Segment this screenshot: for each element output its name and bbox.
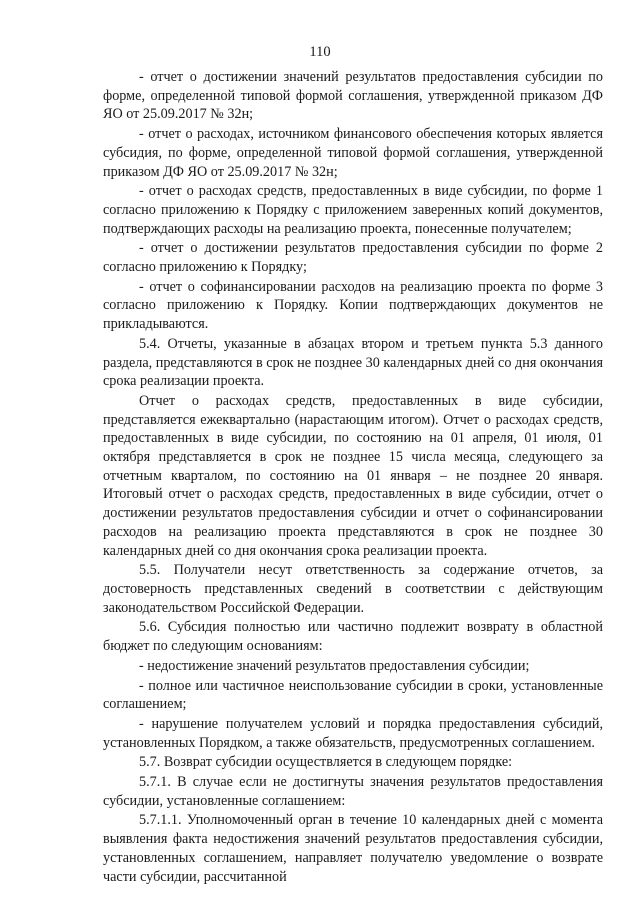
- paragraph-quarterly-report: Отчет о расходах средств, предоставленных в виде субсидии, представляется ежеквартально (нарастающим итогом). Отчет о расходах средств, предоставленных в виде субсидии, по состоянию на 01 апреля, 01 июля, 01 октября представляется в срок не позднее 15 числа месяца, следующего за отчетным кварталом, по состоянию на 01 января – не позднее 20 января. Итоговый отчет о расходах средств, предоставленных в виде субсидии, отчет о достижении результатов предоставления субсидии и отчет о софинансировании расходов на реализацию проекта представляются в срок не позднее 30 календарных дней со дня окончания срока реализации проекта.: [103, 392, 603, 559]
- paragraph-report-achievement-values: - отчет о достижении значений результатов предоставления субсидии по форме, определенной типовой формой соглашения, утвержденной приказом ДФ ЯО от 25.09.2017 № 32н;: [103, 69, 603, 123]
- page-number: 110: [309, 44, 331, 60]
- paragraph-ground-violation: - нарушение получателем условий и порядка предоставления субсидий, установленных Порядком, а также обязательств, предусмотренных соглашением.: [103, 715, 603, 751]
- paragraph-ground-non-achievement: - недостижение значений результатов предоставления субсидии;: [139, 657, 530, 674]
- paragraph-report-expenses-form-1: - отчет о расходах средств, предоставленных в виде субсидии, по форме 1 согласно приложению к Порядку с приложением заверенных копий документов, подтверждающих расходы на реализацию проекта, понесенные получателем;: [103, 183, 603, 237]
- paragraph-report-expenses-source: - отчет о расходах, источником финансового обеспечения которых является субсидия, по форме, определенной типовой формой соглашения, утвержденной приказом ДФ ЯО от 25.09.2017 № 32н;: [103, 126, 603, 180]
- document-body: [103, 68, 603, 886]
- paragraph-5-7-1-1: 5.7.1.1. Уполномоченный орган в течение 10 календарных дней с момента выявления факта недостижения значений результатов предоставления субсидии, установленных соглашением, направляет получателю уведомление о возврате части субсидии, рассчитанной: [103, 812, 603, 885]
- paragraph-5-5: 5.5. Получатели несут ответственность за содержание отчетов, за достоверность представленных сведений в соответствии с действующим законодательством Российской Федерации.: [103, 562, 603, 616]
- paragraph-report-cofinancing-form-3: - отчет о софинансировании расходов на реализацию проекта по форме 3 согласно приложению к Порядку. Копии подтверждающих документов не прикладываются.: [103, 278, 603, 333]
- paragraph-ground-non-use: - полное или частичное неиспользование субсидии в сроки, установленные соглашением;: [103, 677, 603, 713]
- paragraph-5-6: 5.6. Субсидия полностью или частично подлежит возврату в областной бюджет по следующим основаниям:: [103, 619, 603, 655]
- paragraph-5-7: 5.7. Возврат субсидии осуществляется в следующем порядке:: [139, 754, 513, 771]
- paragraph-5-7-1: 5.7.1. В случае если не достигнуты значения результатов предоставления субсидии, установленные соглашением:: [103, 774, 603, 809]
- paragraph-5-4: 5.4. Отчеты, указанные в абзацах втором и третьем пункта 5.3 данного раздела, представляются в срок не позднее 30 календарных дней со дня окончания срока реализации проекта.: [103, 335, 603, 390]
- paragraph-report-results-form-2: - отчет о достижении результатов предоставления субсидии по форме 2 согласно приложению к Порядку;: [103, 240, 603, 276]
